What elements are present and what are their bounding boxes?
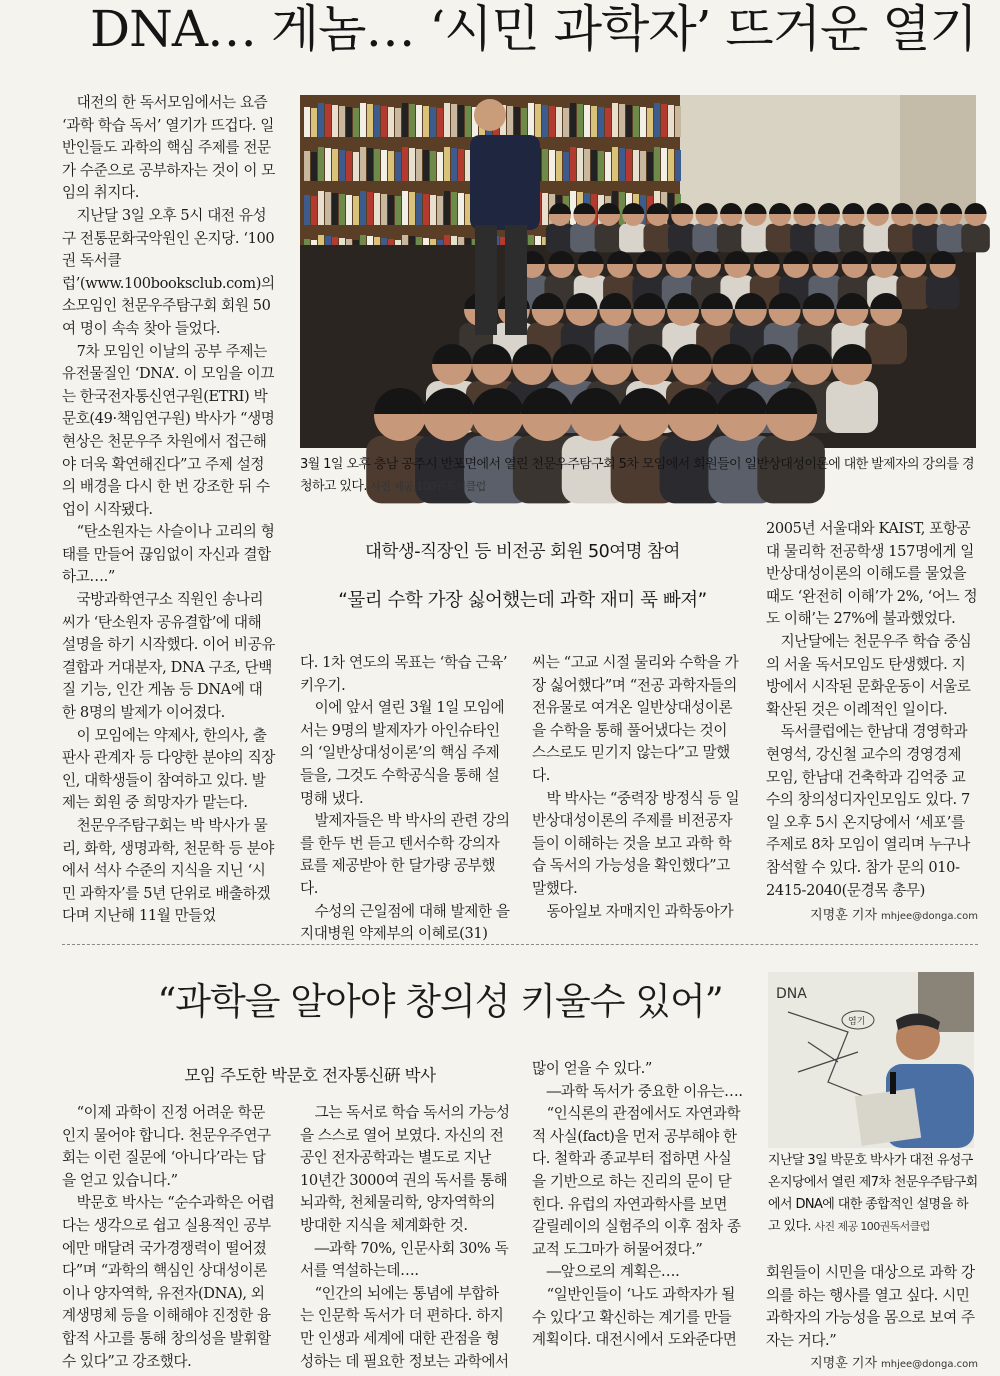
paragraph: 발제자들은 박 박사의 관련 강의를 한두 번 듣고 텐서수학 강의자료를 제공받아 한 달가량 공부했다. (300, 812, 510, 897)
paragraph: 지난달에는 천문우주 학습 중심의 서울 독서모임도 탄생했다. 지방에서 시작된 문화운동이 서울로 확산된 것은 이례적인 일이다. (766, 632, 972, 718)
article1-byline-email[interactable]: mhjee@donga.com (881, 911, 978, 922)
paragraph: “인간의 뇌에는 통념에 부합하는 인문학 독서가 더 편하다. 하지만 인생과 세계에 대한 관점을 형성하는 데 필요한 정보는 과학에서 (300, 1284, 509, 1370)
article2-byline-email[interactable]: mhjee@donga.com (881, 1359, 978, 1370)
paragraph: 박문호 박사는 “순수과학은 어렵다는 생각으로 쉽고 실용적인 공부에만 매달려 국가경쟁력이 떨어졌다”며 “과학의 핵심인 상대성이론이나 양자역학, 유전자(DNA), 외계생명체 등을 이해해야 진정한 융합적 사고를 통해 창의성을 발휘할 수 있다”고 강조했다. (62, 1194, 275, 1370)
article2-column-3 (532, 1058, 744, 1374)
article2-byline (766, 1352, 978, 1374)
lecturer-photo-image (768, 972, 974, 1148)
paragraph: 이 모임에는 약제사, 한의사, 출판사 관계자 등 다양한 분야의 직장인, 대학생들이 참여하고 있다. 발제는 회원 중 희망자가 맡는다. (62, 726, 275, 812)
paragraph: 독서클럽에는 한남대 경영학과 현영석, 강신철 교수의 경영경제 모임, 한남대 건축학과 김억중 교수의 창의성디자인모임도 있다. 7일 오후 5시 온지당에서 ‘세포’를 주제로 8차 모임이 열리며 누구나 참석할 수 있다. 참가 문의 010-2415-2040(문경목 총무) (766, 723, 970, 899)
subhead-2: “물리 수학 가장 싫어했는데 과학 재미 푹 빠져” (338, 590, 707, 611)
photo1-credit: 사진 제공 100권독서클럽 (370, 480, 486, 493)
photo2-credit: 사진 제공 100권독서클럽 (814, 1220, 930, 1233)
article-divider (62, 944, 978, 945)
paragraph: “탄소원자는 사슬이나 고리의 형태를 만들어 끊임없이 자신과 결합하고….” (62, 523, 275, 586)
lecturer-photo (768, 972, 974, 1148)
article1-byline (766, 904, 978, 926)
article2-column-2 (300, 1102, 512, 1374)
paragraph: 많이 얻을 수 있다.” (532, 1060, 652, 1077)
paragraph: 2005년 서울대와 KAIST, 포항공대 물리학 전공학생 157명에게 일반상대성이론의 이해도를 물었을 때도 ‘완전히 이해’가 2%, ‘어느 정도 이해’는 27%에 불과했었다. (766, 520, 978, 628)
paragraph: 그는 독서로 학습 독서의 가능성을 스스로 열어 보였다. 자신의 전공인 전자공학과는 별도로 지난 10년간 3000여 권의 독서를 통해 뇌과학, 천체물리학, 양자역학의 방대한 지식을 체계화한 것. (300, 1104, 510, 1234)
photo1-caption-text: 3월 1일 오후 충남 공주시 반포면에서 열린 천문우주탐구회 5차 모임에서 회원들이 일반상대성이론에 대한 발제자의 강의를 경청하고 있다. (300, 457, 974, 494)
interview-headline: “과학을 알아야 창의성 키울수 있어” (157, 980, 723, 1023)
article2-byline-name: 지명훈 기자 (810, 1356, 878, 1371)
paragraph: 박 박사는 “중력장 방정식 등 일반상대성이론의 주제를 비전공자들이 이해하는 것을 보고 과학 학습 독서의 가능성을 확인했다”고 말했다. (532, 789, 740, 897)
reading-club-photo-image (300, 95, 976, 448)
article1-column-4 (766, 518, 978, 898)
interview-subhead: 모임 주도한 박문호 전자통신硏 박사 (184, 1066, 436, 1085)
paragraph: “인식론의 관점에서도 자연과학적 사실(fact)을 먼저 공부해야 한다. 철학과 종교부터 접하면 사실을 기반으로 하는 진리의 문이 닫힌다. 유럽의 자연과학사를 보면 갈릴레이의 실험주의 이후 점차 종교적 도그마가 허물어졌다.” (532, 1105, 741, 1258)
paragraph: 7차 모임인 이날의 공부 주제는 유전물질인 ‘DNA’. 이 모임을 이끄는 한국전자통신연구원(ETRI) 박문호(49·책임연구원) 박사가 “생명 현상은 천문우주 차원에서 접근해야 더욱 확연해진다”고 주제 설정의 배경을 다시 한 번 강조한 뒤 수업이 시작됐다. (62, 342, 275, 518)
paragraph: 지난달 3일 오후 5시 대전 유성구 전통문화국악원인 온지당. ‘100권 독서클럽’(www.100booksclub.com)의 소모임인 천문우주탐구회 회원 50여 명이 속속 찾아 들었다. (62, 206, 275, 337)
paragraph: ―과학 독서가 중요한 이유는…. (546, 1082, 743, 1100)
photo2-caption-text: 지난달 3일 박문호 박사가 대전 유성구 온지당에서 열린 제7차 천문우주탐구회에서 DNA에 대한 종합적인 설명을 하고 있다. (768, 1153, 978, 1234)
paragraph: 동아일보 자매지인 과학동아가 (546, 902, 734, 920)
article1-byline-name: 지명훈 기자 (810, 908, 878, 923)
paragraph: ―과학 70%, 인문사회 30% 독서를 역설하는데…. (300, 1239, 509, 1280)
article1-column-1 (62, 92, 276, 928)
paragraph: 대전의 한 독서모임에서는 요즘 ‘과학 학습 독서’ 열기가 뜨겁다. 일반인들도 과학의 핵심 주제를 전문가 수준으로 공부하자는 것이 이 모임의 취지다. (62, 94, 275, 202)
photo2-caption (768, 1150, 978, 1238)
board-text-dna: DNA (776, 986, 807, 1002)
paragraph: “일반인들이 ‘나도 과학자가 될 수 있다’고 확신하는 계기를 만들 계획이다. 대전시에서 도와준다면 (532, 1285, 737, 1349)
paragraph: 천문우주탐구회는 박 박사가 물리, 화학, 생명과학, 천문학 등 분야에서 석사 수준의 지식을 지닌 ‘시민 과학자’를 5년 단위로 배출하겠다며 지난해 11월 만들었 (62, 817, 274, 925)
paragraph: ―앞으로의 계획은…. (546, 1263, 680, 1281)
article1-column-3 (532, 652, 744, 928)
board-text-base: 염기 (848, 1017, 866, 1027)
paragraph: “이제 과학이 진정 어려운 학문인지 물어야 합니다. 천문우주연구회는 이런 질문에 ‘아니다’라는 답을 얻고 있습니다.” (62, 1104, 271, 1189)
reading-club-photo (300, 95, 976, 448)
paragraph: 씨는 “고교 시절 물리와 수학을 가장 싫어했다”며 “전공 과학자들의 전유물로 여겨온 일반상대성이론을 수학을 통해 풀어냈다는 것이 스스로도 믿기지 않는다”고 말했다. (532, 654, 739, 784)
paragraph: 국방과학연구소 직원인 송나리 씨가 ‘탄소원자 공유결합’에 대해 설명을 하기 시작했다. 이어 비공유 결합과 거대분자, DNA 구조, 단백질 기능, 인간 게놈 등 DNA에 대한 8명의 발제가 이어졌다. (62, 591, 275, 722)
paragraph: 회원들이 시민을 대상으로 과학 강의를 하는 행사를 열고 싶다. 시민 과학자의 가능성을 몸으로 보여 주자는 거다.” (766, 1264, 975, 1349)
article2-column-4 (766, 1262, 978, 1352)
main-headline: DNA… 게놈… ‘시민 과학자’ 뜨거운 열기 (90, 0, 977, 58)
paragraph: 이에 앞서 열린 3월 1일 모임에서는 9명의 발제자가 아인슈타인의 ‘일반상대성이론’의 핵심 주제들을, 그것도 수학공식을 통해 설명해 냈다. (300, 699, 505, 807)
paragraph: 다. 1차 연도의 목표는 ‘학습 근육’ 키우기. (300, 654, 508, 694)
photo1-caption (300, 454, 976, 502)
subhead-1: 대학생-직장인 등 비전공 회원 50여명 참여 (365, 542, 680, 562)
paragraph: 수성의 근일점에 대해 발제한 을지대병원 약제부의 이혜로(31) (300, 902, 510, 943)
article1-column-2 (300, 652, 512, 943)
article2-column-1 (62, 1102, 276, 1374)
